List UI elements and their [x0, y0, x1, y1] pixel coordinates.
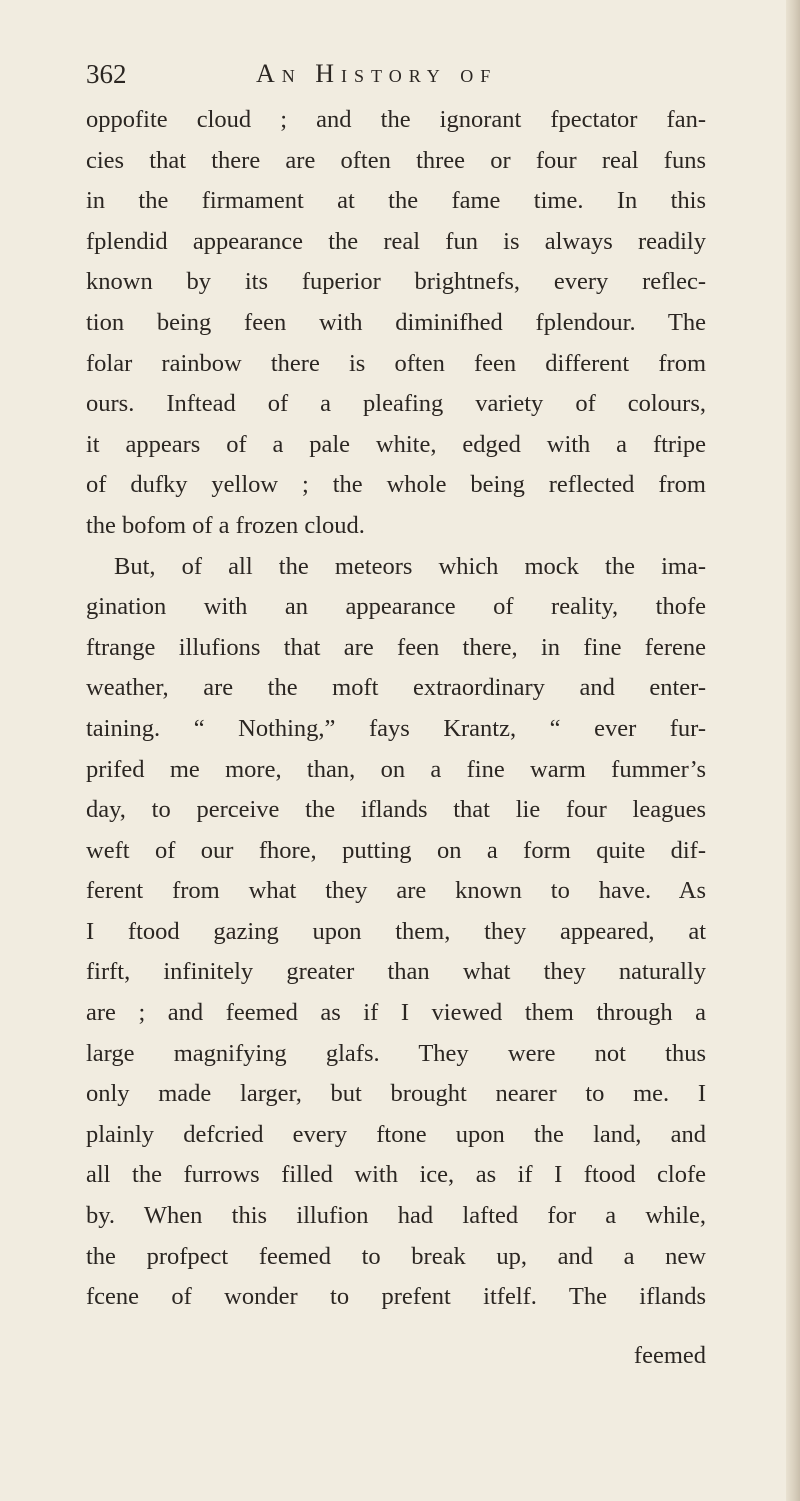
text-line: fplendid appearance the real fun is always readily [86, 227, 706, 255]
text-line: folar rainbow there is often feen different from [86, 349, 706, 377]
text-line: plainly defcried every ftone upon the land, and [86, 1120, 706, 1148]
body-text [86, 100, 706, 1318]
page-edge [786, 0, 800, 1501]
paragraph-first-line: But, of all the meteors which mock the ima- [114, 552, 706, 580]
text-line: by. When this illufion had lafted for a while, [86, 1202, 706, 1230]
text-line: I ftood gazing upon them, they appeared, at [86, 917, 706, 945]
text-line: firft, infinitely greater than what they naturally [86, 958, 706, 986]
text-line: weather, are the moft extraordinary and enter- [86, 674, 706, 702]
text-line: ftrange illufions that are feen there, in fine ferene [86, 633, 706, 661]
text-line: of dufky yellow ; the whole being reflected from [86, 471, 706, 499]
text-line: day, to perceive the iflands that lie four leagues [86, 796, 706, 824]
text-line: only made larger, but brought nearer to me. I [86, 1080, 706, 1108]
text-line: in the firmament at the fame time. In this [86, 187, 706, 215]
text-line: the profpect feemed to break up, and a new [86, 1242, 706, 1270]
text-line: large magnifying glafs. They were not thus [86, 1039, 706, 1067]
page-header [86, 52, 706, 96]
text-line: tion being feen with diminifhed fplendour. The [86, 308, 706, 336]
text-line: it appears of a pale white, edged with a ftripe [86, 430, 706, 458]
text-line: ours. Inftead of a pleafing variety of colours, [86, 390, 706, 418]
text-line: cies that there are often three or four real funs [86, 146, 706, 174]
text-line: weft of our fhore, putting on a form quite dif- [86, 836, 706, 864]
text-line: gination with an appearance of reality, thofe [86, 593, 706, 621]
text-line: prifed me more, than, on a fine warm fummer’s [86, 755, 706, 783]
catchword-row [86, 1336, 706, 1376]
text-line: ferent from what they are known to have. As [86, 877, 706, 905]
text-line: the bofom of a frozen cloud. [86, 511, 365, 539]
running-head: An History of [256, 59, 498, 88]
text-line: taining. “ Nothing,” fays Krantz, “ ever fur- [86, 714, 706, 742]
text-line: fcene of wonder to prefent itfelf. The iflands [86, 1283, 706, 1311]
page-number: 362 [86, 59, 127, 89]
text-line: are ; and feemed as if I viewed them through a [86, 999, 706, 1027]
text-line: known by its fuperior brightnefs, every reflec- [86, 268, 706, 296]
text-line: oppofite cloud ; and the ignorant fpectator fan- [86, 106, 706, 133]
catchword: feemed [633, 1342, 706, 1369]
text-line: all the furrows filled with ice, as if I ftood clofe [86, 1161, 706, 1189]
